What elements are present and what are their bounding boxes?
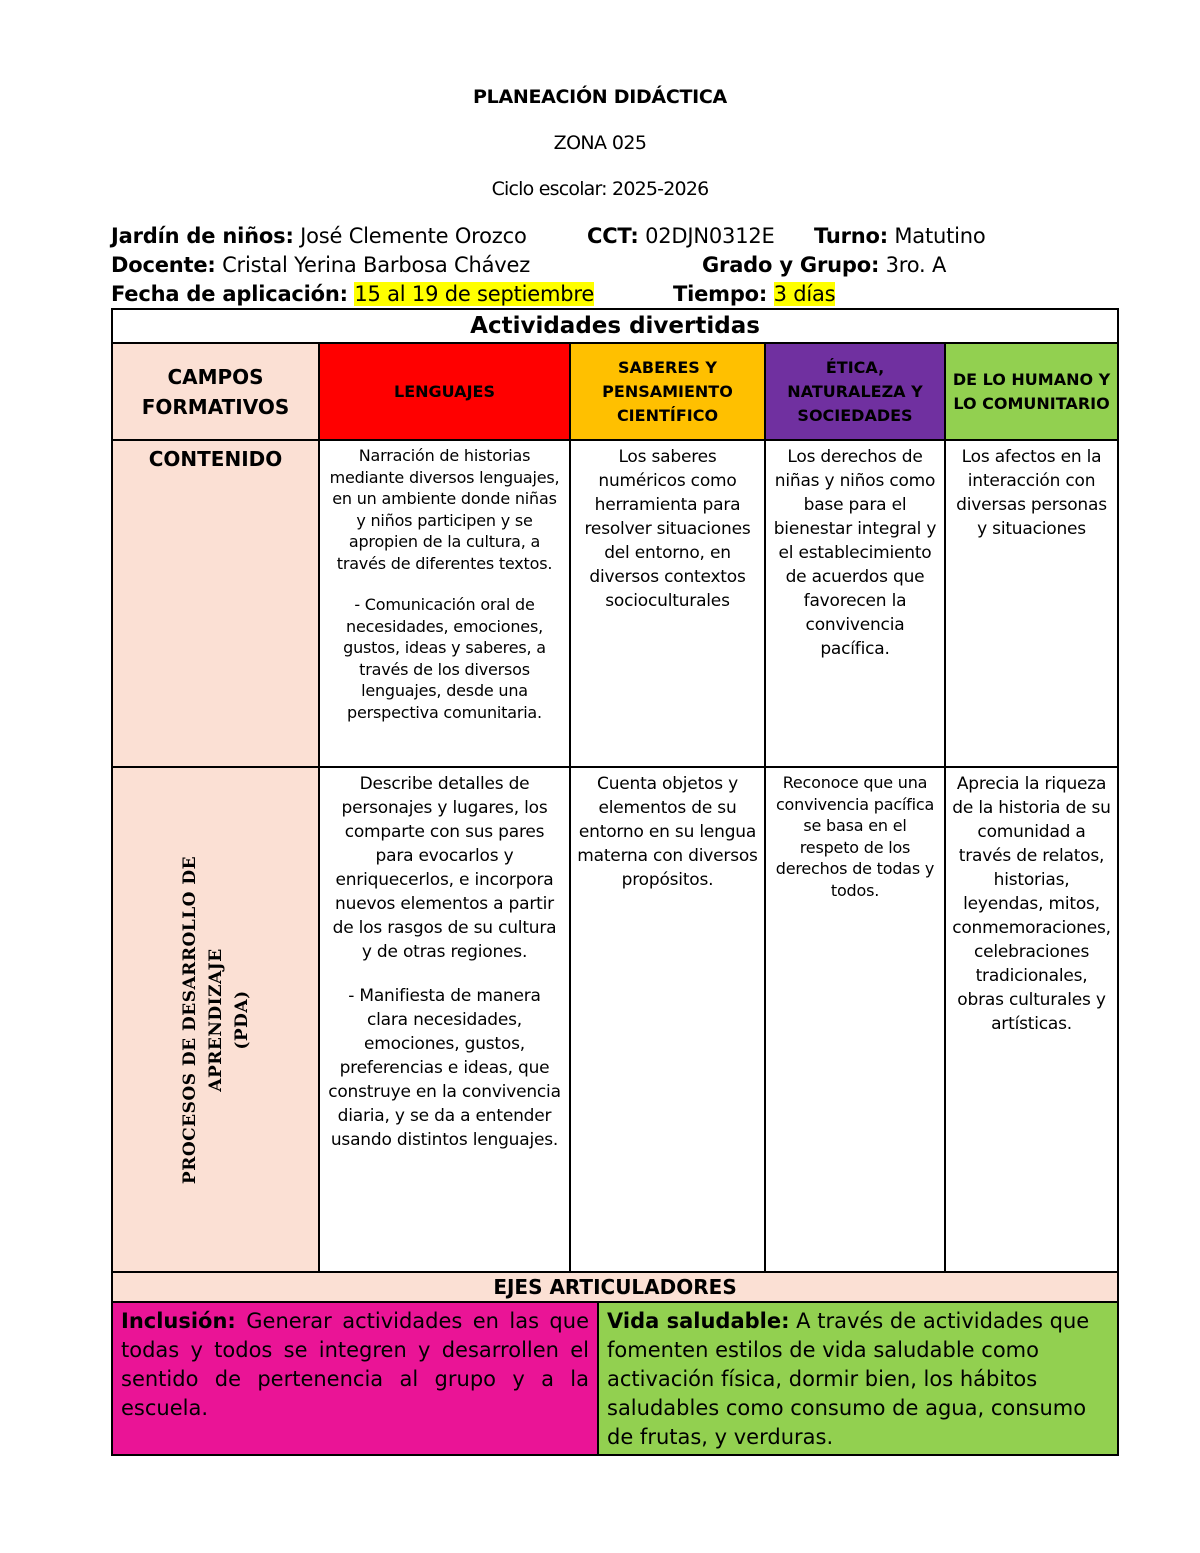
vida-label: Vida saludable: xyxy=(607,1309,790,1333)
pda-saberes: Cuenta objetos y elementos de su entorno en su lengua materna con diversos propósitos. xyxy=(570,767,765,1272)
pda-label-line1: PROCESOS DE DESARROLLO DE xyxy=(179,855,200,1184)
jardin-value: José Clemente Orozco xyxy=(293,224,527,248)
contenido-lenguajes-p2: - Comunicación oral de necesidades, emociones, gustos, ideas y saberes, a través de los diversos lenguajes, desde una perspectiva comunitaria. xyxy=(343,595,546,722)
cct-label: CCT: xyxy=(587,224,639,248)
contenido-lenguajes-p1: Narración de historias mediante diversos lenguajes, en un ambiente donde niñas y niños participen y se apropien de la cultura, a través de diferentes textos. xyxy=(329,446,560,573)
inclusion-label: Inclusión: xyxy=(121,1309,236,1333)
pda-humano: Aprecia la riqueza de la historia de su comunidad a través de relatos, historias, leyendas, mitos, conmemoraciones, celebraciones tradicionales, obras culturales y artísticas. xyxy=(945,767,1118,1272)
pda-lenguajes xyxy=(319,767,570,1272)
field-etica: ÉTICA, NATURALEZA Y SOCIEDADES xyxy=(765,343,945,440)
eje-vida-saludable xyxy=(598,1302,1118,1455)
fecha-label: Fecha de aplicación: xyxy=(111,282,348,306)
info-cct xyxy=(587,224,775,248)
tiempo-label: Tiempo: xyxy=(673,282,768,306)
zone-label: ZONA 025 xyxy=(553,132,647,154)
cct-value: 02DJN0312E xyxy=(638,224,775,248)
pda-label xyxy=(112,767,319,1272)
contenido-lenguajes xyxy=(319,440,570,767)
field-lenguajes: LENGUAJES xyxy=(319,343,570,440)
activities-title: Actividades divertidas xyxy=(112,309,1118,343)
jardin-label: Jardín de niños: xyxy=(111,224,294,248)
pda-label-line3: (PDA) xyxy=(231,989,252,1050)
docente-label: Docente: xyxy=(111,253,216,277)
pda-label-line2: APRENDIZAJE xyxy=(205,947,226,1092)
campos-formativos-label: CAMPOS FORMATIVOS xyxy=(112,343,319,440)
planning-table xyxy=(111,308,1119,1303)
turno-label: Turno: xyxy=(814,224,888,248)
info-docente xyxy=(111,253,530,277)
tiempo-value: 3 días xyxy=(773,282,836,306)
info-line-school xyxy=(111,224,527,248)
docente-value: Cristal Yerina Barbosa Chávez xyxy=(215,253,531,277)
ejes-articuladores-label: EJES ARTICULADORES xyxy=(112,1272,1118,1302)
document-title: PLANEACIÓN DIDÁCTICA xyxy=(473,86,727,108)
pda-lenguajes-p2: - Manifiesta de manera clara necesidades, emociones, gustos, preferencias e ideas, que construye en la convivencia diaria, y se da a entender usando distintos lenguajes. xyxy=(328,986,561,1150)
inclusion-text: Generar actividades en las que todas y todos se integren y desarrollen el sentido de pertenencia al grupo y a la escuela. xyxy=(121,1309,589,1420)
vida-text: A través de actividades que fomenten estilos de vida saludable como activación física, dormir bien, los hábitos saludables como consumo de agua, consumo de frutas, y verduras. xyxy=(607,1309,1090,1449)
pda-etica: Reconoce que una convivencia pacífica se basa en el respeto de los derechos de todas y todos. xyxy=(765,767,945,1272)
contenido-saberes: Los saberes numéricos como herramienta para resolver situaciones del entorno, en diversos contextos socioculturales xyxy=(570,440,765,767)
contenido-label: CONTENIDO xyxy=(112,440,319,767)
eje-inclusion xyxy=(112,1302,598,1455)
contenido-humano: Los afectos en la interacción con diversas personas y situaciones xyxy=(945,440,1118,767)
info-fecha xyxy=(111,282,594,306)
turno-value: Matutino xyxy=(887,224,986,248)
ejes-table xyxy=(111,1301,1119,1456)
pda-lenguajes-p1: Describe detalles de personajes y lugares, los comparte con sus pares para evocarlos y enriquecerlos, e incorpora nuevos elementos a partir de los rasgos de su cultura y de otras regiones. xyxy=(332,774,557,962)
school-cycle: Ciclo escolar: 2025-2026 xyxy=(491,178,709,200)
grado-value: 3ro. A xyxy=(879,253,947,277)
grado-label: Grado y Grupo: xyxy=(702,253,880,277)
pda-label-text xyxy=(177,855,255,1183)
fecha-value: 15 al 19 de septiembre xyxy=(354,282,595,306)
info-turno xyxy=(814,224,986,248)
field-saberes: SABERES Y PENSAMIENTO CIENTÍFICO xyxy=(570,343,765,440)
contenido-etica: Los derechos de niñas y niños como base para el bienestar integral y el establecimiento de acuerdos que favorecen la convivencia pacífica. xyxy=(765,440,945,767)
info-tiempo xyxy=(673,282,835,306)
field-humano: DE LO HUMANO Y LO COMUNITARIO xyxy=(945,343,1118,440)
info-grado xyxy=(702,253,946,277)
